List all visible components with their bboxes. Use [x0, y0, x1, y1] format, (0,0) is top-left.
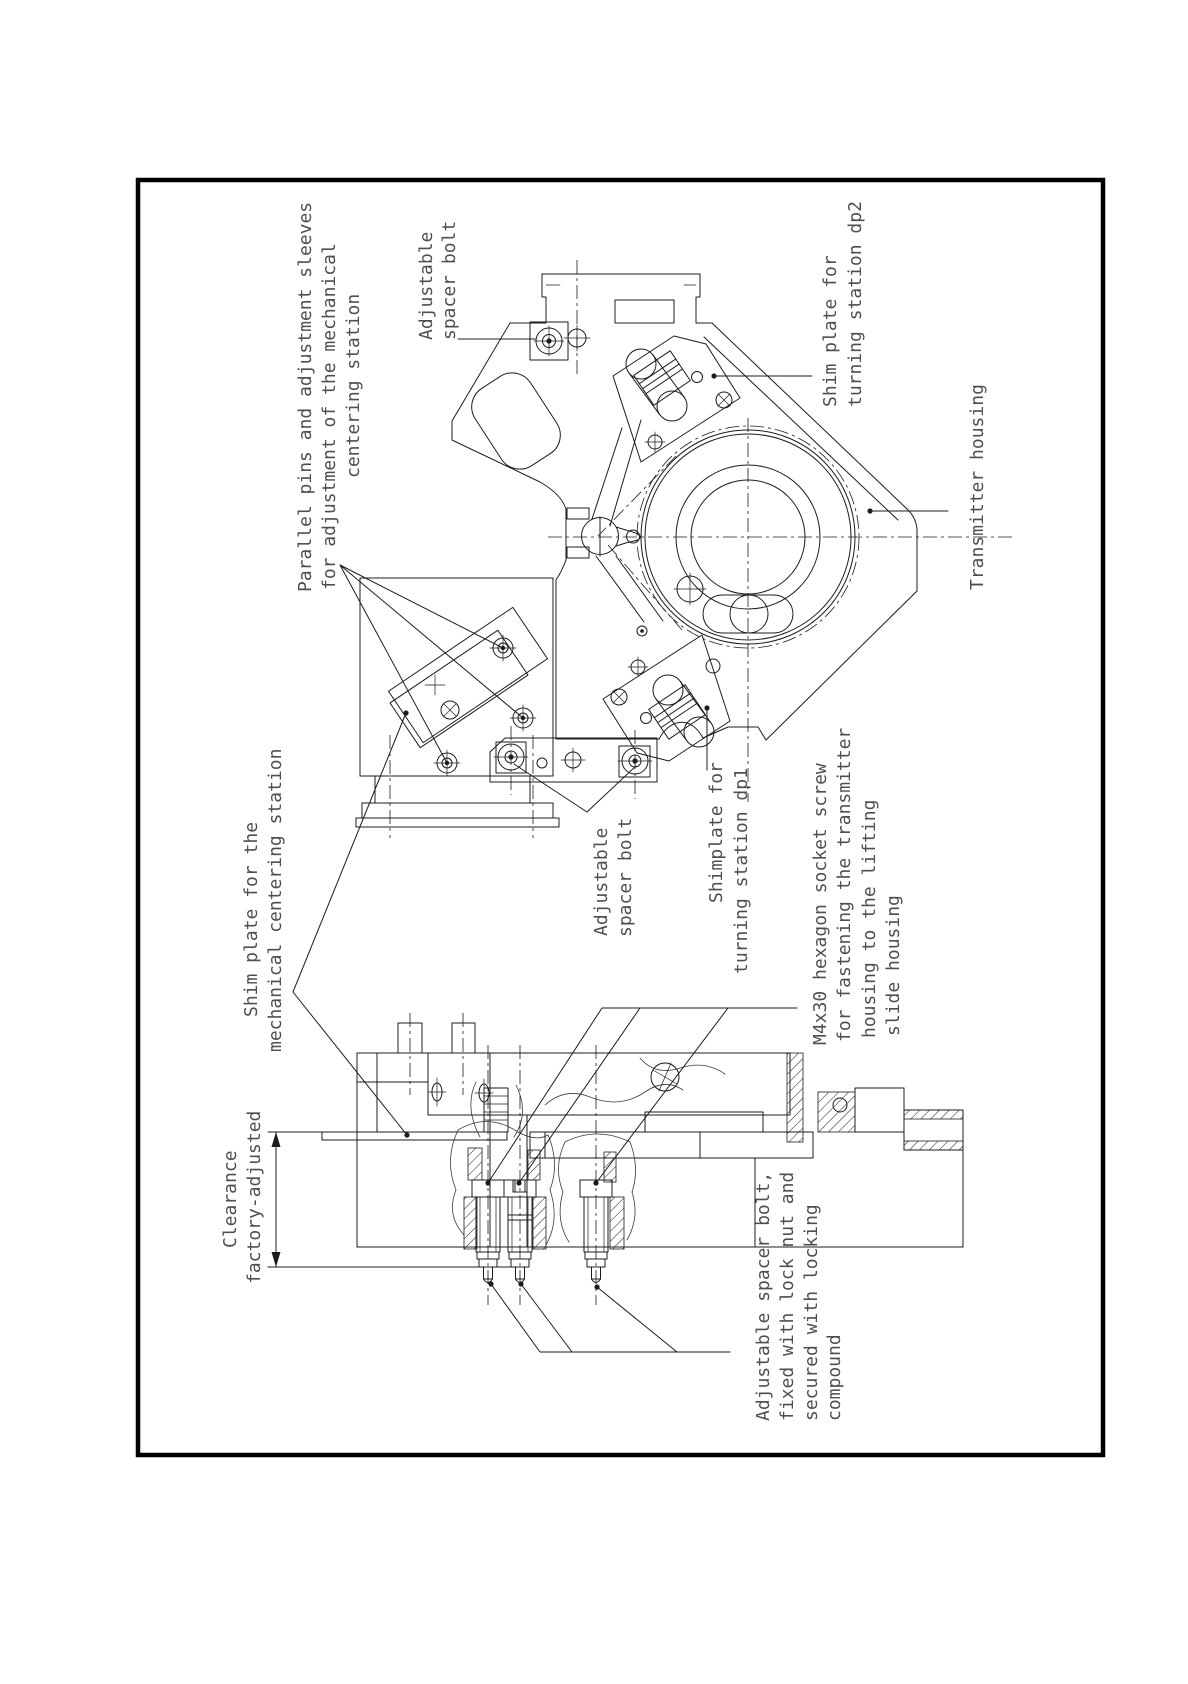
label-centering-shim-line-1: Shim plate for the — [241, 821, 262, 1017]
upper-wedge — [592, 420, 641, 526]
label-m4x30-line-3: housing to the lifting — [859, 799, 880, 1038]
label-transmitter-housing: Transmitter housing — [967, 384, 988, 590]
label-parallel-pins-line-3: centering station — [343, 293, 364, 478]
label-adjustable-top-line-1: Adjustable — [416, 231, 437, 340]
post-2 — [452, 1023, 475, 1053]
leader-adjustable-fixed — [491, 1284, 730, 1352]
label-adjustable-top-line-2: spacer bolt — [439, 220, 460, 340]
label-m4x30-line-1: M4x30 hexagon socket screw — [810, 763, 831, 1045]
lower-wedge — [596, 556, 663, 622]
label-m4x30-line-4: slide housing — [883, 895, 904, 1036]
label-adjustable-mid-line-2: spacer bolt — [615, 817, 636, 937]
spacer-bolt-bar — [490, 726, 657, 799]
label-parallel-pins-line-2: for adjustment of the mechanical — [319, 243, 340, 590]
housing-window — [463, 364, 568, 477]
shim-plate-dp2-part — [613, 336, 740, 462]
label-shimplate-dp1-line-1: Shimplate for — [706, 762, 727, 903]
top-view-transmitter-housing — [356, 260, 1012, 838]
shimplate-dp1-part — [603, 626, 730, 761]
centering-keyhole — [567, 508, 641, 558]
label-centering-shim-line-2: mechanical centering station — [265, 748, 286, 1052]
mechanical-centering-station — [356, 578, 559, 838]
leader-adjustable-mid — [514, 764, 636, 812]
label-adjustable-fixed-line-2: fixed with lock nut and — [777, 1171, 798, 1421]
label-adjustable-mid-line-1: Adjustable — [591, 827, 612, 936]
label-clearance-line-1: Clearance — [220, 1150, 241, 1248]
label-adjustable-fixed-line-1: Adjustable spacer bolt, — [753, 1171, 774, 1421]
label-parallel-pins-line-1: Parallel pins and adjustment sleeves — [295, 201, 316, 592]
leader-parallel-pins — [340, 565, 523, 763]
label-shim-plate-dp2-line-2: turning station dp2 — [845, 201, 866, 407]
label-m4x30-line-2: for fastening the transmitter — [834, 727, 855, 1042]
section-view-lifting-slide — [268, 1013, 963, 1305]
tab-inner — [615, 300, 674, 323]
label-shim-plate-dp2-line-1: Shim plate for — [820, 255, 841, 407]
label-shimplate-dp1-line-2: turning station dp1 — [731, 768, 752, 974]
label-adjustable-fixed-line-4: compound — [824, 1334, 845, 1421]
label-adjustable-fixed-line-3: secured with locking — [801, 1204, 822, 1421]
adjustable-spacer-bolt-top-part — [530, 260, 590, 378]
label-clearance-line-2: factory-adjusted — [244, 1110, 265, 1284]
